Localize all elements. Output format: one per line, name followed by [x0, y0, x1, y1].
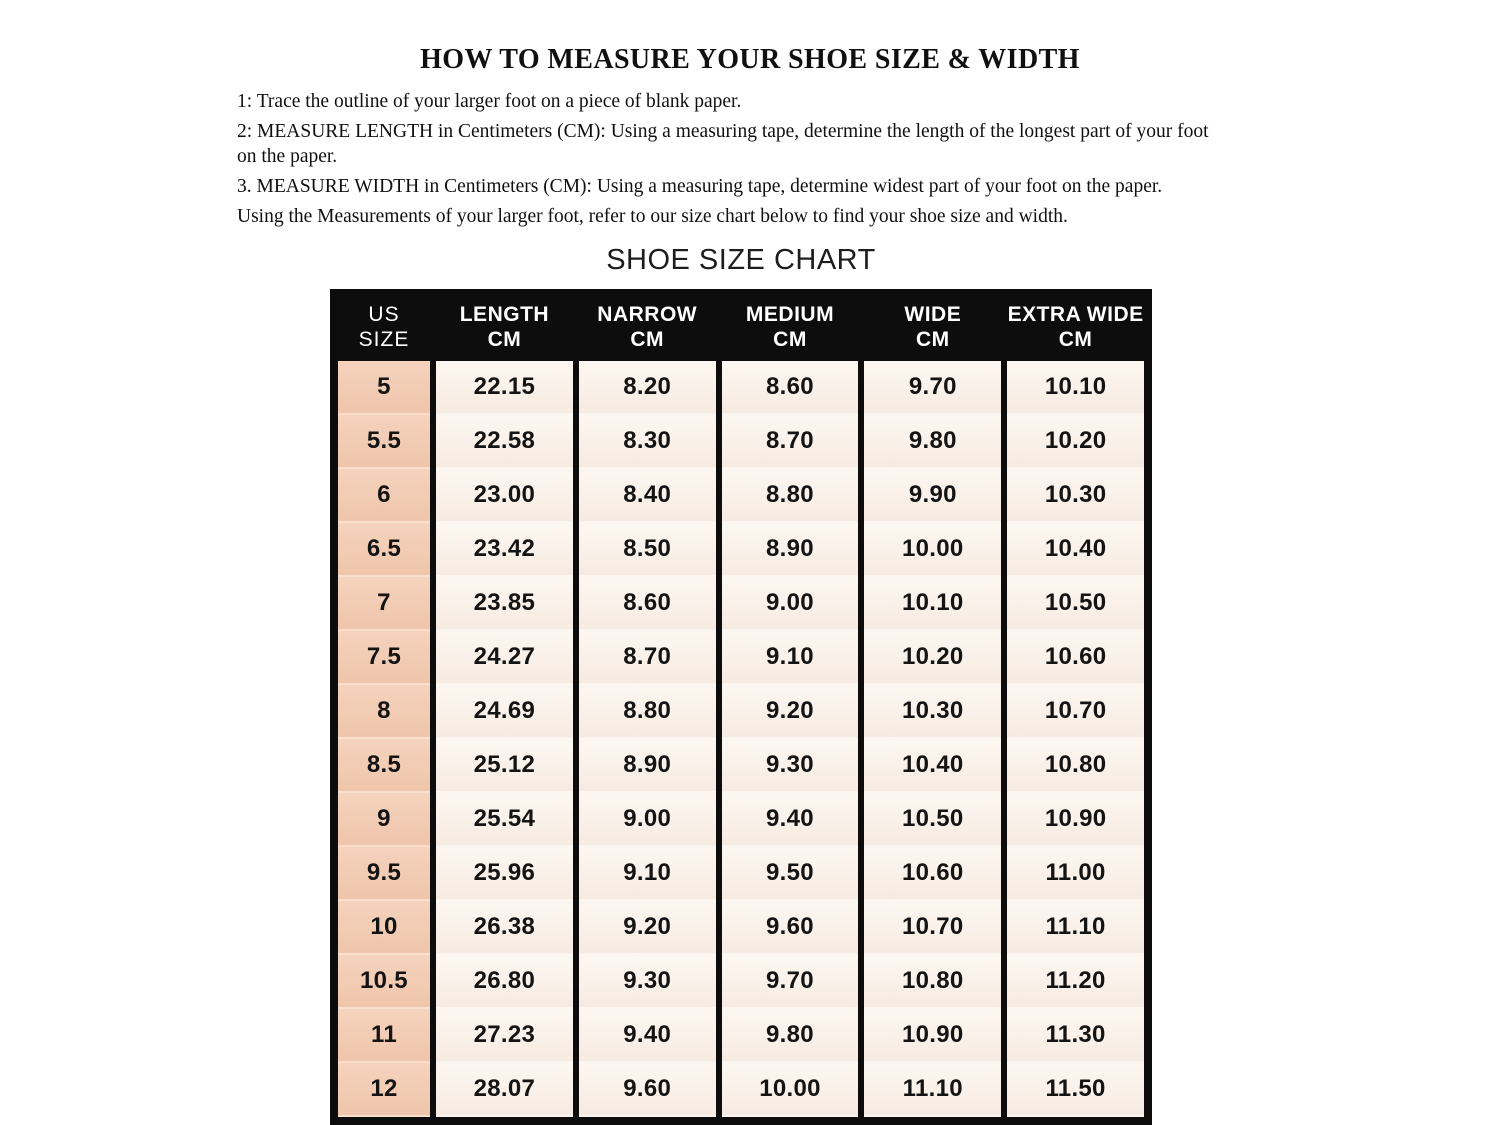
shoe-size-table-frame	[330, 289, 1152, 1125]
table-row	[338, 415, 1144, 469]
us-size-cell: 6.5	[338, 523, 430, 577]
value-cell: 9.30	[579, 955, 716, 1009]
value-cell: 8.80	[579, 685, 716, 739]
table-row	[338, 847, 1144, 901]
value-cell: 10.20	[1007, 415, 1144, 469]
value-cell: 9.00	[579, 793, 716, 847]
value-cell: 9.80	[722, 1009, 859, 1063]
header-line: CM	[915, 328, 950, 351]
value-cell: 9.70	[864, 361, 1001, 415]
header-line: US	[368, 303, 400, 326]
header-line: LENGTH	[459, 303, 550, 326]
table-row	[338, 1009, 1144, 1063]
value-cell: 9.60	[722, 901, 859, 955]
value-cell: 24.69	[436, 685, 573, 739]
value-cell: 8.20	[579, 361, 716, 415]
column-header-length	[436, 297, 573, 361]
table-header	[338, 297, 1144, 361]
value-cell: 23.00	[436, 469, 573, 523]
value-cell: 10.60	[1007, 631, 1144, 685]
shoe-size-table	[332, 297, 1150, 1117]
us-size-cell: 7	[338, 577, 430, 631]
value-cell: 9.40	[579, 1009, 716, 1063]
value-cell: 24.27	[436, 631, 573, 685]
value-cell: 9.30	[722, 739, 859, 793]
value-cell: 9.40	[722, 793, 859, 847]
value-cell: 8.70	[722, 415, 859, 469]
value-cell: 10.60	[864, 847, 1001, 901]
value-cell: 23.85	[436, 577, 573, 631]
value-cell: 22.58	[436, 415, 573, 469]
value-cell: 9.00	[722, 577, 859, 631]
column-header-narrow	[579, 297, 716, 361]
value-cell: 25.12	[436, 739, 573, 793]
column-header-extra-wide	[1007, 297, 1144, 361]
table-row	[338, 901, 1144, 955]
value-cell: 8.60	[579, 577, 716, 631]
instruction-step-2: 2: MEASURE LENGTH in Centimeters (CM): Using a measuring tape, determine the length of the longest part of your foot on the paper.	[237, 121, 1209, 167]
chart-title: SHOE SIZE CHART	[606, 244, 876, 276]
value-cell: 10.70	[864, 901, 1001, 955]
value-cell: 11.50	[1007, 1063, 1144, 1117]
value-cell: 8.40	[579, 469, 716, 523]
table-row	[338, 685, 1144, 739]
value-cell: 9.10	[579, 847, 716, 901]
instruction-note: Using the Measurements of your larger foot, refer to our size chart below to find your shoe size and width.	[237, 206, 1068, 227]
column-header-wide	[864, 297, 1001, 361]
table-row	[338, 955, 1144, 1009]
us-size-cell: 12	[338, 1063, 430, 1117]
value-cell: 10.50	[1007, 577, 1144, 631]
value-cell: 11.00	[1007, 847, 1144, 901]
us-size-cell: 9.5	[338, 847, 430, 901]
table-row	[338, 469, 1144, 523]
column-header-medium	[722, 297, 859, 361]
us-size-cell: 8	[338, 685, 430, 739]
us-size-cell: 7.5	[338, 631, 430, 685]
page-title: HOW TO MEASURE YOUR SHOE SIZE & WIDTH	[420, 44, 1080, 75]
value-cell: 10.40	[1007, 523, 1144, 577]
value-cell: 26.38	[436, 901, 573, 955]
value-cell: 25.54	[436, 793, 573, 847]
value-cell: 10.10	[864, 577, 1001, 631]
value-cell: 8.60	[722, 361, 859, 415]
value-cell: 10.00	[864, 523, 1001, 577]
table-row	[338, 631, 1144, 685]
table-row	[338, 793, 1144, 847]
instruction-step-1: 1: Trace the outline of your larger foot on a piece of blank paper.	[237, 91, 742, 112]
value-cell: 10.80	[1007, 739, 1144, 793]
value-cell: 10.20	[864, 631, 1001, 685]
header-line: EXTRA WIDE	[1007, 303, 1144, 326]
value-cell: 8.90	[722, 523, 859, 577]
value-cell: 10.10	[1007, 361, 1144, 415]
header-line: SIZE	[358, 328, 410, 351]
us-size-cell: 5.5	[338, 415, 430, 469]
us-size-cell: 6	[338, 469, 430, 523]
us-size-cell: 9	[338, 793, 430, 847]
value-cell: 8.90	[579, 739, 716, 793]
table-row	[338, 523, 1144, 577]
table-row	[338, 577, 1144, 631]
value-cell: 25.96	[436, 847, 573, 901]
value-cell: 26.80	[436, 955, 573, 1009]
value-cell: 10.90	[864, 1009, 1001, 1063]
size-table-body	[338, 361, 1144, 1117]
value-cell: 28.07	[436, 1063, 573, 1117]
value-cell: 11.10	[1007, 901, 1144, 955]
value-cell: 9.20	[579, 901, 716, 955]
column-header-us-size	[338, 297, 430, 361]
value-cell: 8.30	[579, 415, 716, 469]
instruction-step-3: 3. MEASURE WIDTH in Centimeters (CM): Using a measuring tape, determine widest part of your foot on the paper.	[237, 176, 1163, 197]
table-row	[338, 361, 1144, 415]
header-line: MEDIUM	[745, 303, 835, 326]
value-cell: 9.80	[864, 415, 1001, 469]
value-cell: 10.00	[722, 1063, 859, 1117]
value-cell: 9.50	[722, 847, 859, 901]
value-cell: 9.10	[722, 631, 859, 685]
value-cell: 9.20	[722, 685, 859, 739]
us-size-cell: 8.5	[338, 739, 430, 793]
value-cell: 11.30	[1007, 1009, 1144, 1063]
value-cell: 10.40	[864, 739, 1001, 793]
value-cell: 9.90	[864, 469, 1001, 523]
value-cell: 10.70	[1007, 685, 1144, 739]
value-cell: 22.15	[436, 361, 573, 415]
instructions-block	[237, 89, 1222, 229]
table-row	[338, 1063, 1144, 1117]
value-cell: 10.50	[864, 793, 1001, 847]
value-cell: 8.70	[579, 631, 716, 685]
header-line: NARROW	[597, 303, 698, 326]
value-cell: 10.30	[1007, 469, 1144, 523]
value-cell: 8.50	[579, 523, 716, 577]
header-line: CM	[487, 328, 522, 351]
header-line: CM	[1058, 328, 1093, 351]
value-cell: 11.10	[864, 1063, 1001, 1117]
us-size-cell: 10.5	[338, 955, 430, 1009]
value-cell: 10.30	[864, 685, 1001, 739]
us-size-cell: 11	[338, 1009, 430, 1063]
value-cell: 27.23	[436, 1009, 573, 1063]
header-line: CM	[630, 328, 665, 351]
value-cell: 8.80	[722, 469, 859, 523]
header-line: WIDE	[904, 303, 962, 326]
value-cell: 23.42	[436, 523, 573, 577]
value-cell: 10.90	[1007, 793, 1144, 847]
header-line: CM	[773, 328, 807, 351]
value-cell: 11.20	[1007, 955, 1144, 1009]
us-size-cell: 10	[338, 901, 430, 955]
table-row	[338, 739, 1144, 793]
value-cell: 9.70	[722, 955, 859, 1009]
us-size-cell: 5	[338, 361, 430, 415]
value-cell: 9.60	[579, 1063, 716, 1117]
value-cell: 10.80	[864, 955, 1001, 1009]
